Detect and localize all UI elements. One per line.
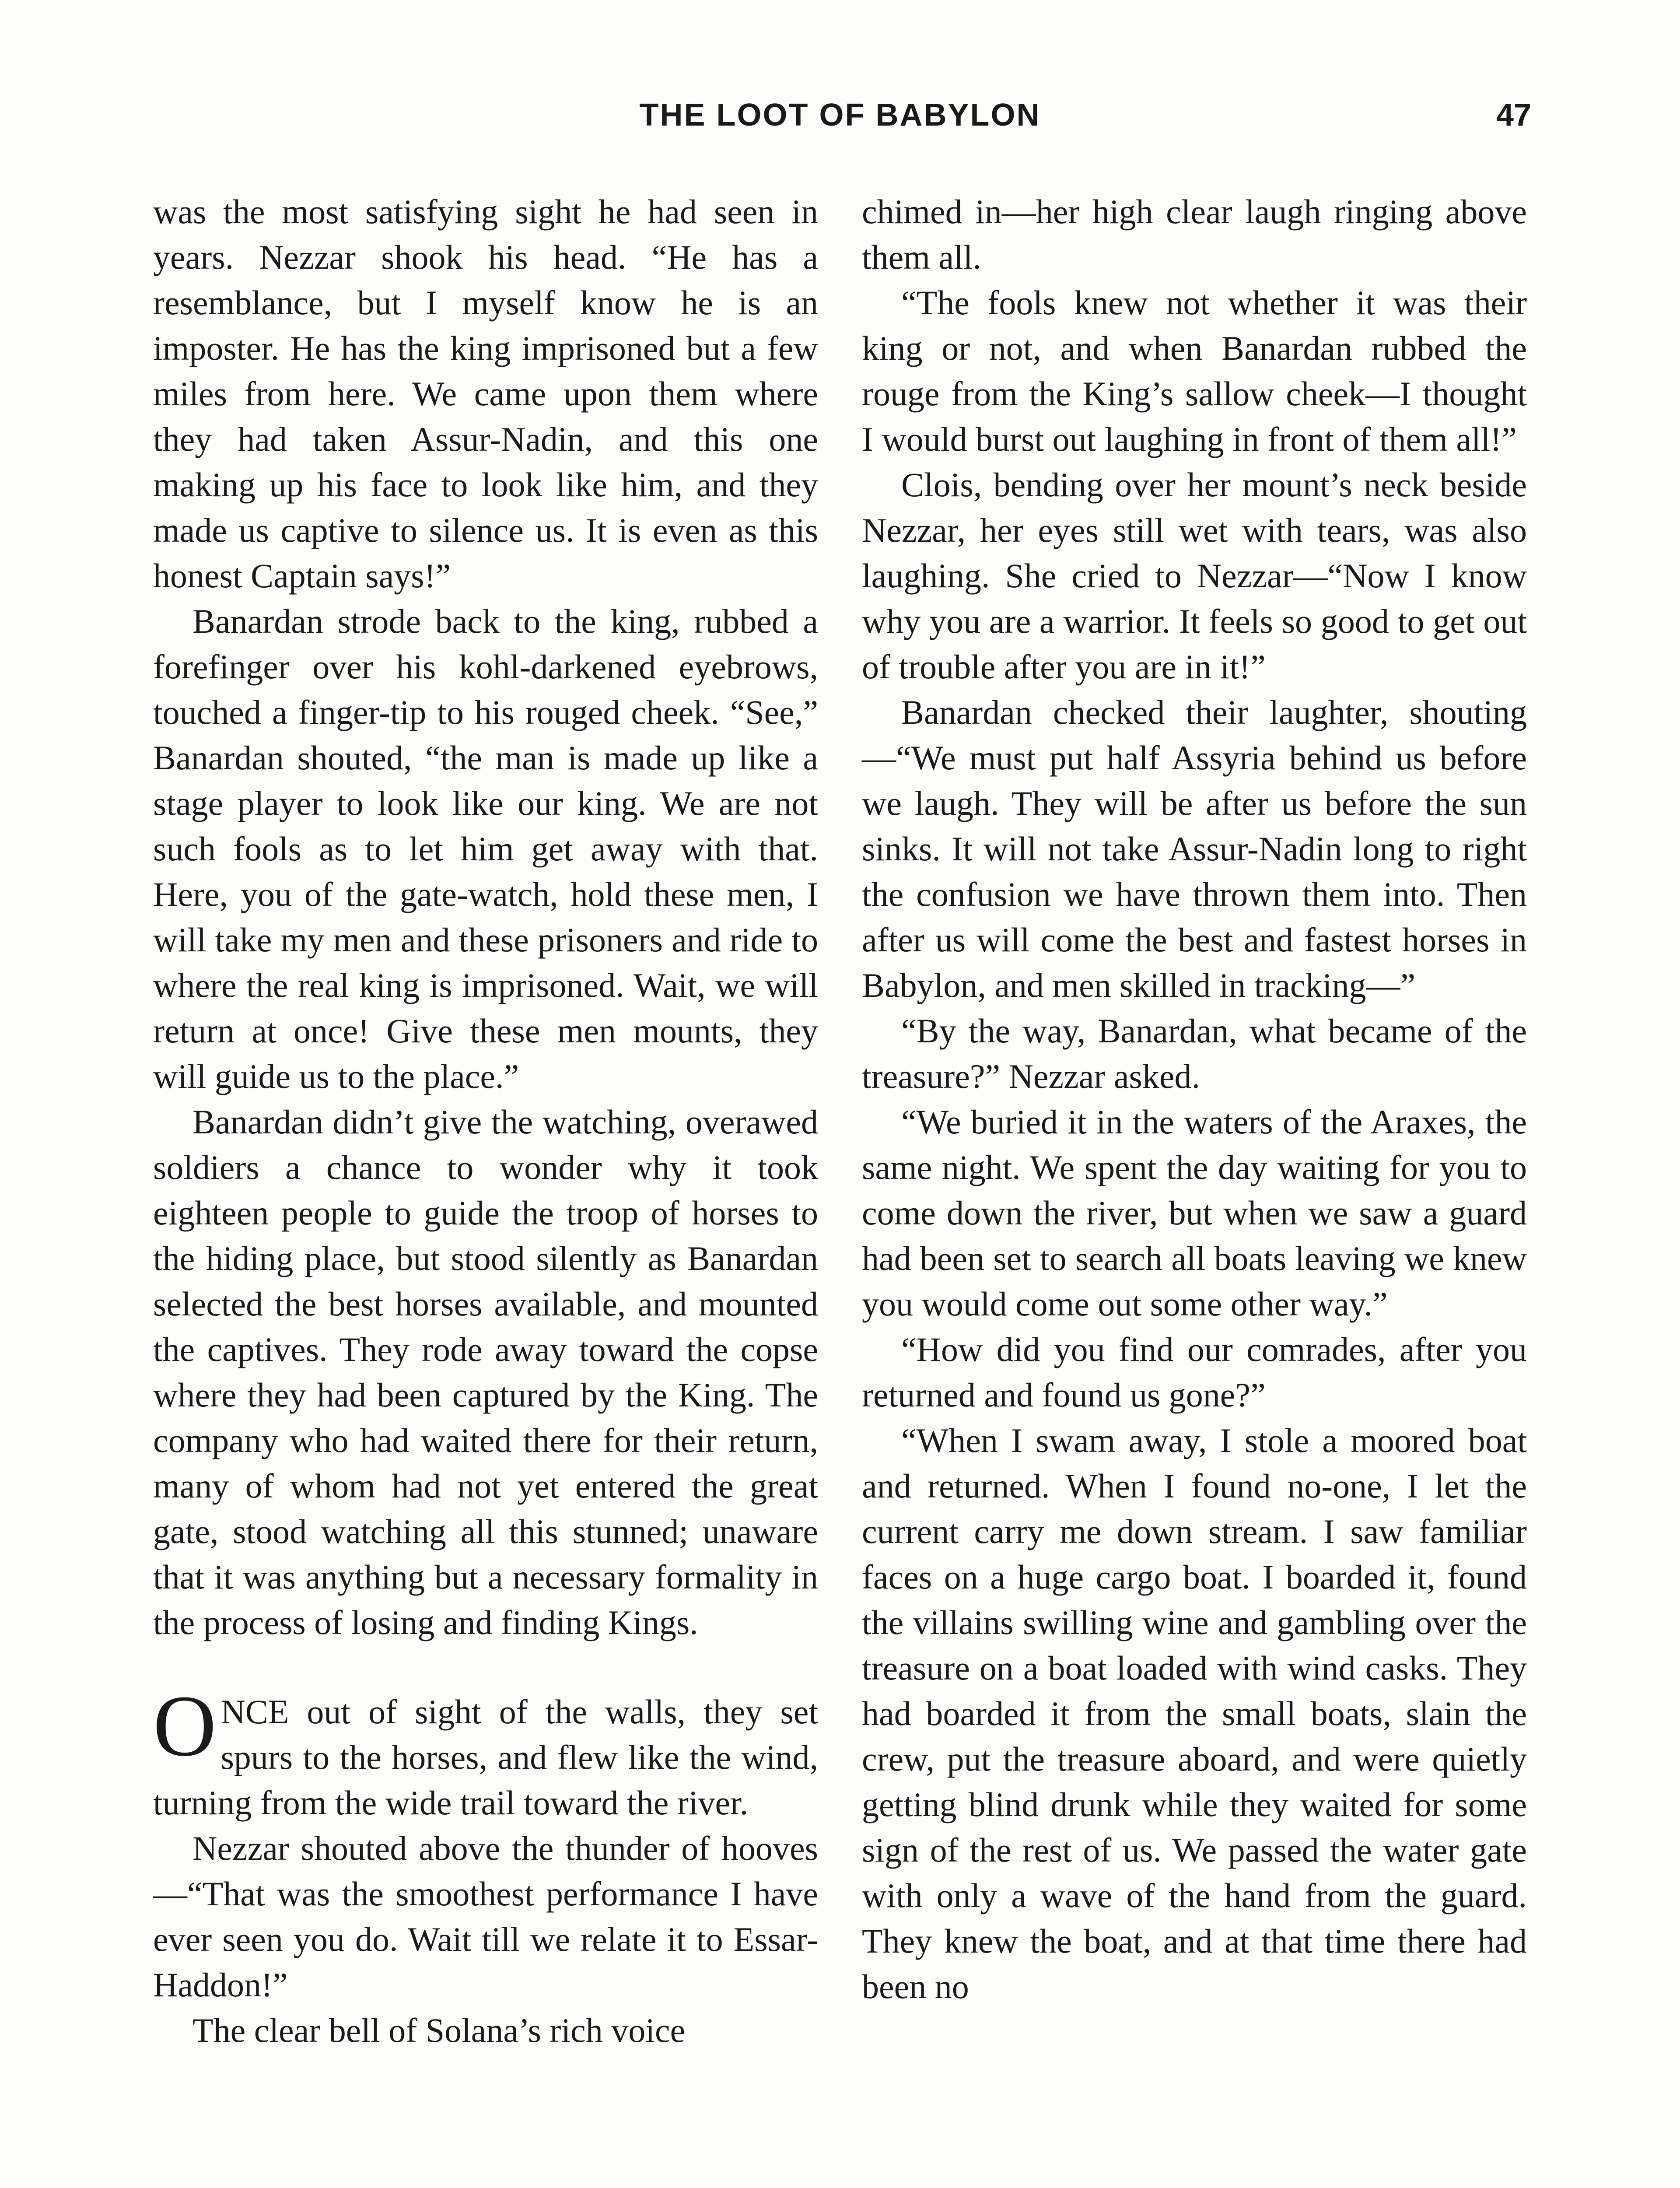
paragraph: “By the way, Banardan, what became of the treasure?” Nezzar asked. (862, 1012, 1527, 1095)
section-opening-paragraph (153, 1678, 818, 1826)
page-number: 47 (1496, 98, 1531, 133)
paragraph: The clear bell of Solana’s rich voice (192, 2011, 686, 2049)
left-column (153, 189, 818, 2053)
right-column (862, 189, 1527, 2009)
paragraph: Banardan strode back to the king, rubbed a forefinger over his kohl-darkened eyebrows, touched a finger-tip to his rouged cheek. “See,” Banardan shouted, “the man is made up like a stage player to look like our king. We are not such fools as to let him get away with that. Here, you of the gate-watch, hold these men, I will take my men and these prisoners and ride to where the real king is imprisoned. Wait, we will return at once! Give these men mounts, they will guide us to the place.” (153, 602, 818, 1095)
paragraph: Banardan didn’t give the watching, overawed soldiers a chance to wonder why it took eighteen people to guide the troop of horses to the hiding place, but stood silently as Banardan selected the best horses available, and mounted the captives. They rode away toward the copse where they had been captured by the King. The company who had waited there for their return, many of whom had not yet entered the great gate, stood watching all this stunned; unaware that it was anything but a necessary formality in the process of losing and finding Kings. (153, 1103, 818, 1641)
paragraph: “How did you find our comrades, after you returned and found us gone?” (862, 1330, 1527, 1414)
paragraph: “The fools knew not whether it was their king or not, and when Banardan rubbed the rouge from the King’s sallow cheek—I thought I would burst out laughing in front of them all!” (862, 284, 1527, 458)
paragraph: “When I swam away, I stole a moored boat and returned. When I found no-one, I let the current carry me down stream. I saw familiar faces on a huge cargo boat. I boarded it, found the villains swilling wine and gambling over the treasure on a boat loaded with wind casks. They had boarded it from the small boats, slain the crew, put the treasure aboard, and were quietly getting blind drunk while they waited for some sign of the rest of us. We passed the water gate with only a wave of the hand from the guard. They knew the boat, and at that time there had been no (862, 1421, 1527, 2006)
drop-cap: O (153, 1678, 217, 1774)
paragraph: chimed in—her high clear laugh ringing above them all. (862, 193, 1527, 276)
paragraph: Banardan checked their laughter, shouting—“We must put half Assyria behind us before we laugh. They will be after us before the sun sinks. It will not take Assur-Nadin long to right the confusion we have thrown them into. Then after us will come the best and fastest horses in Babylon, and men skilled in tracking—” (862, 693, 1527, 1004)
paragraph: “We buried it in the waters of the Araxes, the same night. We spent the day waiting for you to come down the river, but when we saw a guard had been set to search all boats leaving we knew you would come out some other way.” (862, 1103, 1527, 1323)
paragraph: Clois, bending over her mount’s neck beside Nezzar, her eyes still wet with tears, was also laughing. She cried to Nezzar—“Now I know why you are a warrior. It feels so good to get out of trouble after you are in it!” (862, 466, 1527, 686)
paragraph: Nezzar shouted above the thunder of hooves—“That was the smoothest performance I have ever seen you do. Wait till we relate it to Essar-Haddon!” (153, 1829, 818, 2004)
running-title: THE LOOT OF BABYLON (639, 98, 1041, 133)
paragraph: was the most satisfying sight he had seen in years. Nezzar shook his head. “He has a resemblance, but I myself know he is an imposter. He has the king imprisoned but a few miles from here. We came upon them where they had taken Assur-Nadin, and this one making up his face to look like him, and they made us captive to silence us. It is even as this honest Captain says!” (153, 193, 818, 595)
paragraph-text: NCE out of sight of the walls, they set spurs to the horses, and flew like the wind, turning from the wide trail toward the river. (153, 1693, 818, 1822)
